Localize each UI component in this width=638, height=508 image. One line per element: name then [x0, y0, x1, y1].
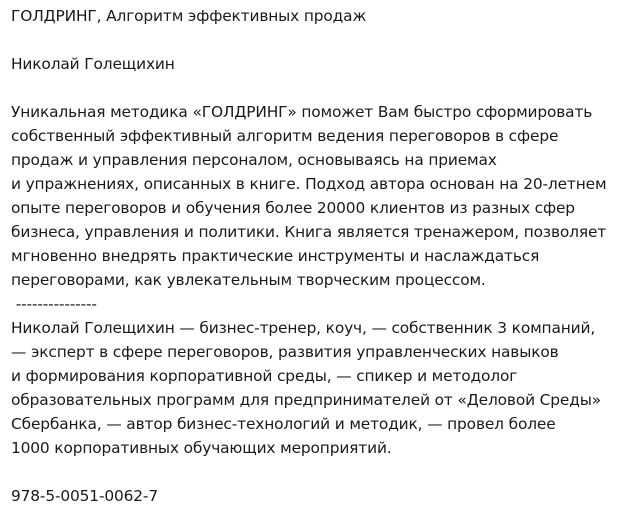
bio-line: 1000 корпоративных обучающих мероприятий. [11, 439, 392, 457]
section-separator: --------------- [11, 295, 97, 313]
book-author: Николай Голещихин [11, 55, 175, 73]
author-bio-paragraph [11, 316, 631, 460]
description-line: бизнеса, управления и политики. Книга является тренажером, позволяет [11, 223, 607, 241]
book-description-page [11, 4, 631, 508]
description-line: мгновенно внедрять практические инструменты и наслаждаться [11, 247, 540, 265]
spacer [11, 460, 631, 484]
bio-line: Сбербанка, — автор бизнес-технологий и методик, — провел более [11, 415, 556, 433]
description-line: опыте переговоров и обучения более 20000 клиентов из разных сфер [11, 199, 575, 217]
description-line: переговорами, как увлекательным творческим процессом. [11, 271, 486, 289]
bio-line: — эксперт в сфере переговоров, развития управленческих навыков [11, 343, 559, 361]
bio-line: Николай Голещихин — бизнес-тренер, коуч, — собственник 3 компаний, [11, 319, 596, 337]
bio-line: и формирования корпоративной среды, — спикер и методолог [11, 367, 518, 385]
spacer [11, 76, 631, 100]
description-paragraph [11, 100, 631, 292]
description-line: продаж и управления персоналом, основываясь на приемах [11, 151, 497, 169]
description-line: собственный эффективный алгоритм ведения переговоров в сфере [11, 127, 559, 145]
description-line: Уникальная методика «ГОЛДРИНГ» поможет Вам быстро сформировать [11, 103, 593, 121]
description-line: и упражнениях, описанных в книге. Подход автора основан на 20-летнем [11, 175, 607, 193]
bio-line: образовательных программ для предпринимателей от «Деловой Среды» [11, 391, 601, 409]
spacer [11, 28, 631, 52]
isbn: 978-5-0051-0062-7 [11, 487, 158, 505]
book-title: ГОЛДРИНГ, Алгоритм эффективных продаж [11, 7, 367, 25]
